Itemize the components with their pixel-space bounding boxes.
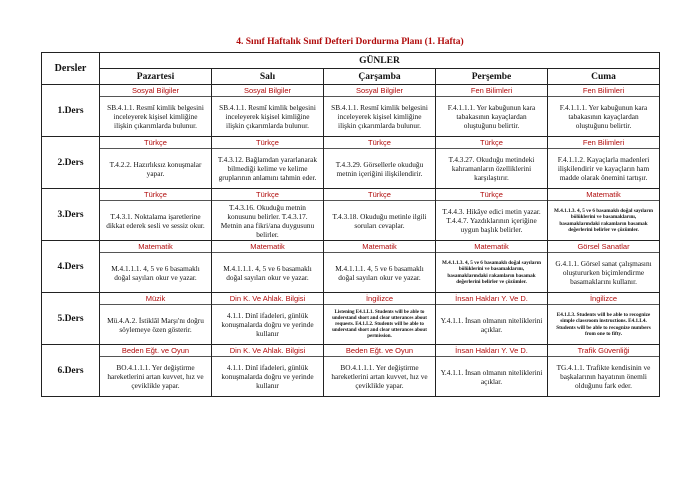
schedule-table: [41, 52, 660, 397]
dersler-header: Dersler: [42, 53, 100, 85]
lesson-cell: [324, 345, 436, 397]
lesson-cell: [324, 137, 436, 189]
lesson-cell: [212, 293, 324, 345]
objective-text: 4.1.1. Dinî ifadeleri, günlük konuşmalarda doğru ve yerinde kullanır: [221, 363, 314, 390]
lesson-cell: [212, 137, 324, 189]
subject-label: Matematik: [100, 241, 211, 253]
lesson-cell: [100, 241, 212, 293]
lesson-cell: [100, 189, 212, 241]
table-row: [42, 85, 660, 137]
objective-text: M.4.1.1.3. 4, 5 ve 6 basamaklı doğal sayıların bölüklerini ve basamaklarını, basamaklarındaki rakamların basamak değerlerini belirler ve çözümler.: [554, 207, 654, 233]
objective-text: Y.4.1.1. İnsan olmanın niteliklerini açıklar.: [440, 315, 543, 334]
subject-label: Sosyal Bilgiler: [100, 85, 211, 97]
subject-label: Türkçe: [100, 189, 211, 201]
lesson-cell: [548, 345, 660, 397]
subject-label: Türkçe: [324, 189, 435, 201]
lesson-cell: [436, 345, 548, 397]
subject-label: Trafik Güvenliği: [548, 345, 659, 357]
objective-text: F.4.1.1.1. Yer kabuğunun kara tabakasının kayaçlardan oluştuğunu belirtir.: [559, 103, 648, 130]
lesson-cell: [100, 293, 212, 345]
lesson-cell: [548, 85, 660, 137]
objective-text: T.4.3.29. Görsellerle okuduğu metnin içeriğini ilişkilendirir.: [335, 159, 424, 178]
lesson-cell: [212, 85, 324, 137]
objective-text: BO.4.1.1.1. Yer değiştirme hareketlerini artan kuvvet, hız ve çeviklikle yapar.: [331, 363, 428, 390]
objective-text: SB.4.1.1. Resmî kimlik belgesini inceleyerek kişisel kimliğine ilişkin çıkarımlarda bulunur.: [219, 103, 316, 130]
lesson-cell: [212, 345, 324, 397]
ders-label: 5.Ders: [42, 293, 100, 345]
objective-text: F.4.1.1.2. Kayaçlarla madenleri ilişkilendirir ve kayaçların ham madde olarak önemini tartışır.: [557, 155, 650, 182]
subject-label: Fen Bilimleri: [548, 137, 659, 149]
lesson-cell: [324, 85, 436, 137]
objective-text: SB.4.1.1. Resmî kimlik belgesini inceleyerek kişisel kimliğine ilişkin çıkarımlarda bulunur.: [331, 103, 428, 130]
lesson-cell: [436, 137, 548, 189]
lesson-cell: [324, 293, 436, 345]
table-row: [42, 293, 660, 345]
objective-text: G.4.1.1. Görsel sanat çalışmasını oluştururken biçimlendirme basamaklarını kullanır.: [555, 259, 652, 286]
lesson-cell: [100, 137, 212, 189]
objective-text: Y.4.1.1. İnsan olmanın niteliklerini açıklar.: [440, 367, 543, 386]
subject-label: Türkçe: [212, 189, 323, 201]
objective-text: T.4.3.16. Okuduğu metnin konusunu belirler. T.4.3.17. Metnin ana fikri/ana duygusunu belirler.: [220, 202, 315, 239]
lesson-cell: [100, 345, 212, 397]
objective-text: Listening E4.1.L1. Students will be able to understand short and clear utterances about requests. E4.1.L2. Students will be able to understand short and clear utterances about permission.: [332, 309, 427, 339]
objective-text: T.4.3.12. Bağlamdan yararlanarak bilmediği kelime ve kelime gruplarının anlamını tahmin eder.: [217, 155, 318, 182]
subject-label: Beden Eğt. ve Oyun: [324, 345, 435, 357]
objective-text: M.4.1.1.1. 4, 5 ve 6 basamaklı doğal sayıları okur ve yazar.: [223, 263, 312, 282]
objective-text: Mü.4.A.2. İstiklâl Marşı'nı doğru söylemeye özen gösterir.: [107, 315, 204, 334]
subject-label: Matematik: [212, 241, 323, 253]
objective-text: M.4.1.1.1. 4, 5 ve 6 basamaklı doğal sayıları okur ve yazar.: [335, 263, 424, 282]
subject-label: Sosyal Bilgiler: [212, 85, 323, 97]
day-header-sali: Salı: [212, 69, 324, 85]
table-row: [42, 345, 660, 397]
subject-label: Türkçe: [100, 137, 211, 149]
lesson-cell: [212, 189, 324, 241]
subject-label: Türkçe: [436, 189, 547, 201]
subject-label: Matematik: [324, 241, 435, 253]
subject-label: Fen Bilimleri: [548, 85, 659, 97]
table-row: [42, 137, 660, 189]
lesson-cell: [212, 241, 324, 293]
objective-text: BO.4.1.1.1. Yer değiştirme hareketlerini artan kuvvet, hız ve çeviklikle yapar.: [107, 363, 204, 390]
lesson-cell: [548, 241, 660, 293]
subject-label: Matematik: [548, 189, 659, 201]
objective-text: SB.4.1.1. Resmî kimlik belgesini inceleyerek kişisel kimliğine ilişkin çıkarımlarda bulunur.: [107, 103, 204, 130]
day-header-persembe: Perşembe: [436, 69, 548, 85]
gunler-header: GÜNLER: [100, 53, 660, 69]
subject-label: Beden Eğt. ve Oyun: [100, 345, 211, 357]
ders-label: 2.Ders: [42, 137, 100, 189]
lesson-cell: [436, 293, 548, 345]
objective-text: T.4.3.27. Okuduğu metindeki kahramanların özelliklerini karşılaştırır.: [448, 155, 535, 182]
day-header-carsamba: Çarşamba: [324, 69, 436, 85]
subject-label: Din K. Ve Ahlak. Bilgisi: [212, 293, 323, 305]
objective-text: T.4.3.1. Noktalama işaretlerine dikkat ederek sesli ve sessiz okur.: [106, 211, 205, 230]
subject-label: Müzik: [100, 293, 211, 305]
subject-label: Görsel Sanatlar: [548, 241, 659, 253]
subject-label: İnsan Hakları Y. Ve D.: [436, 345, 547, 357]
day-header-pazartesi: Pazartesi: [100, 69, 212, 85]
lesson-cell: [324, 241, 436, 293]
objective-text: 4.1.1. Dinî ifadeleri, günlük konuşmalarda doğru ve yerinde kullanır: [221, 311, 314, 338]
subject-label: İngilizce: [548, 293, 659, 305]
objective-text: T.4.4.3. Hikâye edici metin yazar. T.4.4.7. Yazdıklarının içeriğine uygun başlık belirler.: [442, 207, 541, 234]
lesson-cell: [324, 189, 436, 241]
ders-label: 3.Ders: [42, 189, 100, 241]
objective-text: TG.4.1.1. Trafikte kendisinin ve başkalarının hayatının önemli olduğunu fark eder.: [556, 363, 651, 390]
ders-label: 6.Ders: [42, 345, 100, 397]
subject-label: İngilizce: [324, 293, 435, 305]
lesson-cell: [436, 189, 548, 241]
objective-text: M.4.1.1.1. 4, 5 ve 6 basamaklı doğal sayıları okur ve yazar.: [111, 263, 200, 282]
table-row: [42, 189, 660, 241]
lesson-cell: [548, 189, 660, 241]
subject-label: Türkçe: [324, 137, 435, 149]
lesson-cell: [548, 137, 660, 189]
objective-text: T.4.2.2. Hazırlıksız konuşmalar yapar.: [109, 159, 202, 178]
day-header-cuma: Cuma: [548, 69, 660, 85]
subject-label: Din K. Ve Ahlak. Bilgisi: [212, 345, 323, 357]
objective-text: E4.1.L3. Students will be able to recognize simple classroom instructions. E4.1.L4. Students will be able to recognize numbers from one to fifty.: [556, 311, 651, 337]
lesson-cell: [548, 293, 660, 345]
objective-text: T.4.3.18. Okuduğu metinle ilgili soruları cevaplar.: [332, 211, 427, 230]
subject-label: Sosyal Bilgiler: [324, 85, 435, 97]
subject-label: Türkçe: [436, 137, 547, 149]
table-row: [42, 241, 660, 293]
lesson-cell: [436, 85, 548, 137]
lesson-cell: [100, 85, 212, 137]
objective-text: M.4.1.1.3. 4, 5 ve 6 basamaklı doğal sayıların bölüklerini ve basamaklarını, basamaklarındaki rakamların basamak değerlerini belirler ve çözümler.: [441, 259, 541, 285]
page-title: 4. Sınıf Haftalık Sınıf Defteri Dordurma Planı (1. Hafta): [236, 37, 464, 47]
subject-label: Türkçe: [212, 137, 323, 149]
ders-label: 4.Ders: [42, 241, 100, 293]
objective-text: F.4.1.1.1. Yer kabuğunun kara tabakasının kayaçlardan oluştuğunu belirtir.: [447, 103, 536, 130]
subject-label: Fen Bilimleri: [436, 85, 547, 97]
ders-label: 1.Ders: [42, 85, 100, 137]
subject-label: İnsan Hakları Y. Ve D.: [436, 293, 547, 305]
lesson-cell: [436, 241, 548, 293]
subject-label: Matematik: [436, 241, 547, 253]
